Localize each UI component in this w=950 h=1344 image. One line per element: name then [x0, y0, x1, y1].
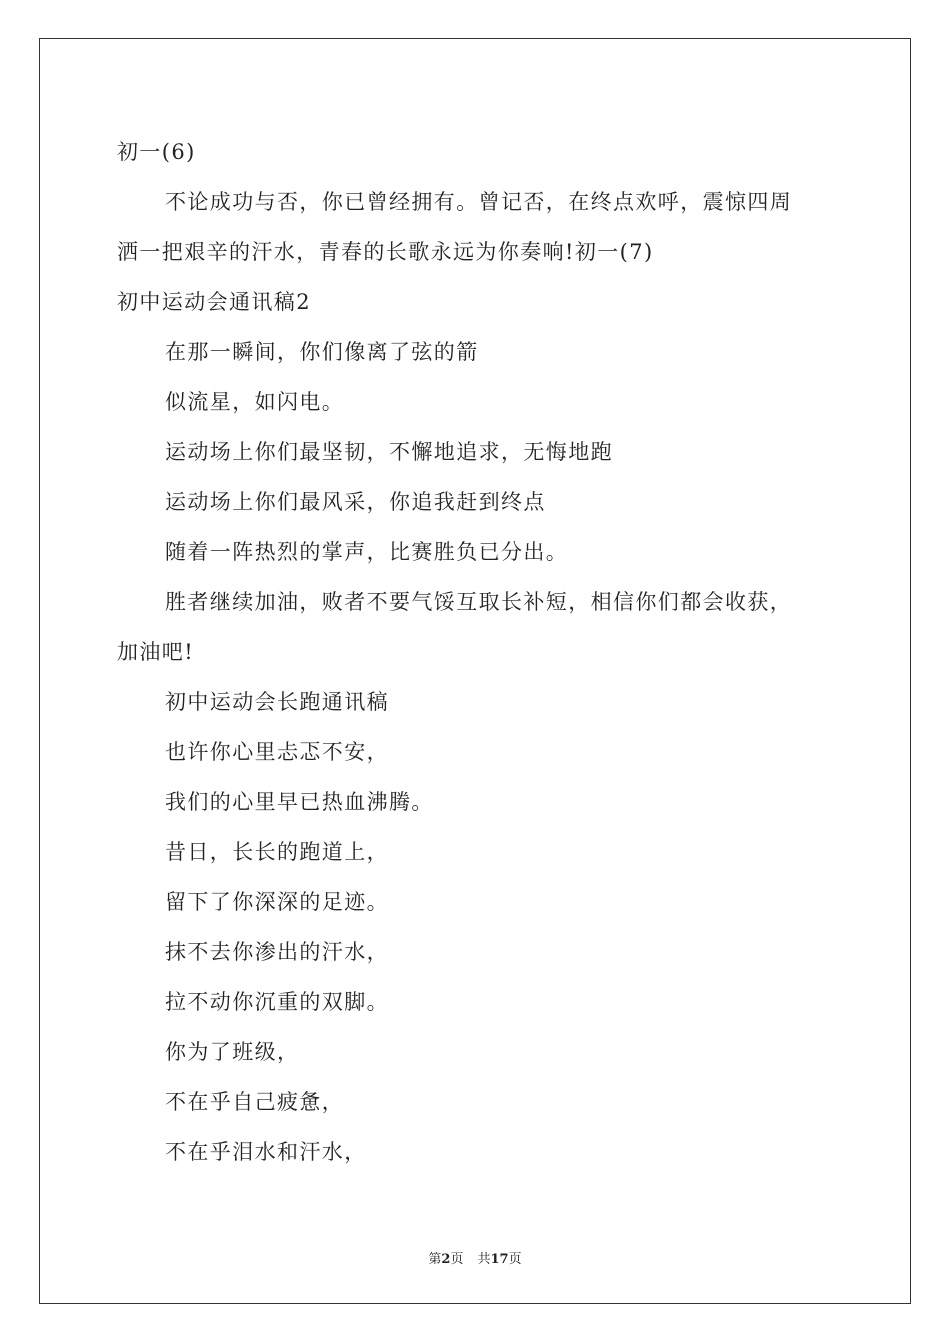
total-prefix: 共 [477, 1252, 491, 1267]
page-footer [0, 1248, 950, 1267]
total-suffix: 页 [508, 1252, 522, 1267]
text-line: 留下了你深深的足迹。 [165, 890, 389, 914]
text-line: 运动场上你们最风采，你追我赶到终点 [165, 490, 546, 514]
text-line: 拉不动你沉重的双脚。 [165, 990, 389, 1014]
page-prefix: 第 [428, 1252, 442, 1267]
text-line: 不论成功与否，你已曾经拥有。曾记否，在终点欢呼，震惊四周 [165, 190, 793, 214]
text-line: 我们的心里早已热血沸腾。 [165, 790, 434, 814]
text-line: 也许你心里忐忑不安， [165, 740, 389, 764]
section-heading: 初中运动会通讯稿2 [117, 290, 311, 314]
text-line: 不在乎自己疲惫， [165, 1090, 345, 1114]
text-line: 随着一阵热烈的掌声，比赛胜负已分出。 [165, 540, 569, 564]
text-line: 昔日，长长的跑道上， [165, 840, 389, 864]
text-line: 你为了班级， [165, 1040, 300, 1064]
text-line: 洒一把艰辛的汗水，青春的长歌永远为你奏响!初一(7) [117, 240, 654, 264]
page-total: 17 [490, 1252, 509, 1267]
page-suffix: 页 [450, 1252, 464, 1267]
text-line: 抹不去你渗出的汗水， [165, 940, 389, 964]
page-current: 2 [441, 1252, 451, 1267]
text-line: 初一(6) [117, 140, 196, 164]
text-line: 不在乎泪水和汗水， [165, 1140, 367, 1164]
text-line: 在那一瞬间，你们像离了弦的箭 [165, 340, 479, 364]
document-body [117, 127, 837, 1177]
text-line: 加油吧! [117, 640, 195, 664]
text-line: 似流星，如闪电。 [165, 390, 345, 414]
text-line: 胜者继续加油，败者不要气馁互取长补短，相信你们都会收获， [165, 590, 793, 614]
text-line: 运动场上你们最坚韧，不懈地追求，无悔地跑 [165, 440, 613, 464]
section-heading: 初中运动会长跑通讯稿 [165, 690, 389, 714]
